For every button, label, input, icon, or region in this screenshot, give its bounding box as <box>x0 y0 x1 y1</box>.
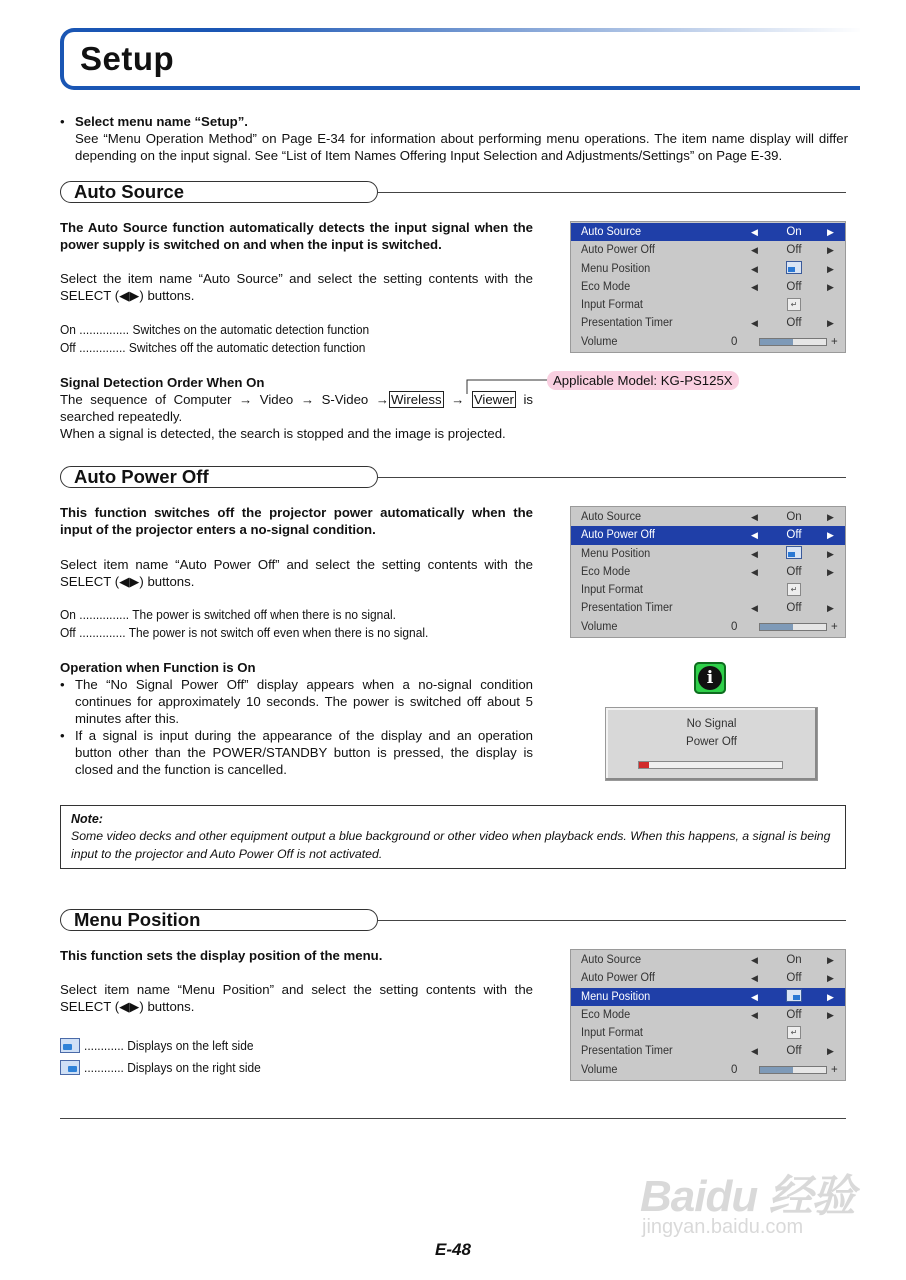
note-box <box>60 805 846 869</box>
auto-source-on-line <box>60 321 369 339</box>
position-left-icon <box>786 546 802 559</box>
order-viewer: Viewer <box>473 392 514 407</box>
menu-row-eco-mode: Eco Mode ◀ Off ▶ <box>581 280 834 293</box>
bullet-text: If a signal is input during the appearance of the display and an operation button other than the POWER/STANDBY button is pressed, the display is closed and the function is cancelled. <box>75 728 533 777</box>
signal-order-heading: Signal Detection Order When On <box>60 375 265 390</box>
enter-icon: ↵ <box>787 1026 801 1039</box>
section-title: Auto Source <box>74 181 184 202</box>
menu-row-volume: Volume 0 + <box>581 620 838 633</box>
auto-power-off-select-text: Select item name “Auto Power Off” and select the setting contents with the SELECT (◀▶) buttons. <box>60 557 533 589</box>
info-icon: i <box>694 662 726 694</box>
description: Displays on the right side <box>127 1060 261 1075</box>
menu-row-menu-position: Menu Position ◀ ▶ <box>571 988 845 1006</box>
auto-source-lead: The Auto Source function automatically detects the input signal when the power supply is switched on and when the input is switched. <box>60 220 533 252</box>
auto-source-select-text: Select the item name “Auto Source” and select the setting contents with the SELECT (◀▶) buttons. <box>60 271 533 303</box>
description: Displays on the left side <box>127 1038 254 1053</box>
no-signal-progress-bar <box>638 761 783 769</box>
order-arrow: → <box>443 392 472 407</box>
menu-row-auto-source: Auto Source ◀ On ▶ <box>581 511 834 523</box>
menu-row-input-format: Input Format ↵ <box>571 1024 845 1042</box>
description: The power is switched off when there is no signal. <box>132 607 396 622</box>
menu-right-position-icon <box>60 1060 80 1075</box>
menu-row-eco-mode: Eco Mode ◀ Off ▶ <box>581 1008 834 1021</box>
leader-dots: .............. <box>75 625 126 640</box>
order-prefix: The sequence of Computer → Video → S-Video → <box>60 392 389 407</box>
enter-icon: ↵ <box>787 583 801 596</box>
menu-row-menu-position: Menu Position ◀ ▶ <box>581 262 834 275</box>
description: Switches on the automatic detection function <box>132 322 370 337</box>
description: Switches off the automatic detection function <box>128 340 366 355</box>
auto-source-off-line <box>60 339 365 357</box>
menu-position-left-line <box>84 1037 254 1055</box>
menu-screenshot-auto-power-off <box>570 506 846 638</box>
auto-power-off-lead: This function switches off the projector power automatically when the input of the projector enters a no-signal condition. <box>60 505 533 537</box>
volume-bar <box>759 623 827 631</box>
menu-row-volume: Volume 0 + <box>581 1063 838 1076</box>
term: On <box>60 607 76 622</box>
menu-position-select-text: Select item name “Menu Position” and select the setting contents with the SELECT (◀▶) buttons. <box>60 982 533 1014</box>
volume-bar <box>759 1066 827 1074</box>
signal-order-text-2: When a signal is detected, the search is stopped and the image is projected. <box>60 426 506 441</box>
menu-screenshot-menu-position <box>570 949 846 1081</box>
menu-row-auto-source: Auto Source ◀ On ▶ <box>581 954 834 966</box>
applicable-model-badge: Applicable Model: KG-PS125X <box>547 371 739 390</box>
intro-heading: Select menu name “Setup”. <box>75 114 248 129</box>
leader-dots: ............... <box>75 322 130 337</box>
intro-text: See “Menu Operation Method” on Page E-34 for information about performing menu operations. The item name display will differ depending on the input signal. See “List of Item Names Offering Input Selection and Adjustments/Settings” on Page E-39. <box>75 131 848 163</box>
intro-bullet: • <box>60 114 65 129</box>
menu-position-right-line <box>84 1059 261 1077</box>
order-wireless: Wireless <box>390 392 442 407</box>
auto-power-off-off-line <box>60 624 428 642</box>
leader-dots: .............. <box>75 340 126 355</box>
auto-power-off-on-line <box>60 606 396 624</box>
menu-row-auto-power-off: Auto Power Off ◀ Off ▶ <box>581 972 834 985</box>
no-signal-line-2: Power Off <box>686 736 737 748</box>
menu-left-position-icon <box>60 1038 80 1053</box>
page-title: Setup <box>80 40 175 77</box>
note-text: Some video decks and other equipment output a blue background or other video when playback ends. When this happens, a signal is being input to the projector and Auto Power Off is not activated. <box>71 829 831 861</box>
menu-row-presentation-timer: Presentation Timer ◀ Off ▶ <box>581 1045 834 1058</box>
enter-icon: ↵ <box>787 298 801 311</box>
menu-row-auto-power-off: Auto Power Off ◀ Off ▶ <box>581 244 834 257</box>
watermark-line-2: jingyan.baidu.com <box>642 1216 804 1238</box>
bullet-text: The “No Signal Power Off” display appears when a no-signal condition continues for approximately 10 seconds. The power is switched off about 5 minutes after this. <box>75 677 533 726</box>
section-header-menu-position <box>60 909 846 933</box>
leader-dots: ............... <box>75 607 130 622</box>
no-signal-dialog <box>605 707 818 781</box>
description: The power is not switch off even when there is no signal. <box>128 625 429 640</box>
operation-bullet-1: • The “No Signal Power Off” display appears when a no-signal condition continues for approximately 10 seconds. The power is switched off about 5 minutes after this. <box>60 677 533 726</box>
menu-position-lead: This function sets the display position of the menu. <box>60 948 383 963</box>
menu-row-input-format: Input Format ↵ <box>571 296 845 314</box>
menu-row-auto-power-off: Auto Power Off ◀ Off ▶ <box>571 526 845 544</box>
menu-row-menu-position: Menu Position ◀ ▶ <box>581 547 834 560</box>
position-right-icon <box>786 989 802 1002</box>
no-signal-line-1: No Signal <box>686 718 737 730</box>
position-left-icon <box>786 261 802 274</box>
section-title: Auto Power Off <box>74 466 209 487</box>
watermark-line-1: Baidu 经验 <box>640 1172 855 1221</box>
section-header-auto-source <box>60 181 846 205</box>
leader-dots: ............ <box>84 1038 124 1053</box>
term: Off <box>60 625 76 640</box>
leader-dots: ............ <box>84 1060 124 1075</box>
intro-block <box>60 113 848 164</box>
menu-row-presentation-timer: Presentation Timer ◀ Off ▶ <box>581 602 834 615</box>
signal-order-text <box>60 391 533 425</box>
operation-heading: Operation when Function is On <box>60 660 256 675</box>
section-header-auto-power-off <box>60 466 846 490</box>
page-number: E-48 <box>435 1240 471 1259</box>
operation-bullet-2: • If a signal is input during the appearance of the display and an operation button other than the POWER/STANDBY button is pressed, the display is closed and the function is cancelled. <box>60 728 533 777</box>
callout-line <box>465 372 555 396</box>
section-title: Menu Position <box>74 909 201 930</box>
order-suffix: is searched repeatedly. <box>60 392 533 424</box>
note-title: Note: <box>71 812 103 826</box>
menu-row-eco-mode: Eco Mode ◀ Off ▶ <box>581 565 834 578</box>
menu-screenshot-auto-source <box>570 221 846 353</box>
term: On <box>60 322 76 337</box>
menu-row-input-format: Input Format ↵ <box>571 581 845 599</box>
volume-bar <box>759 338 827 346</box>
bottom-divider <box>60 1118 846 1119</box>
menu-row-auto-source: Auto Source ◀ On ▶ <box>571 223 845 241</box>
title-frame <box>60 28 860 90</box>
menu-row-presentation-timer: Presentation Timer ◀ Off ▶ <box>581 317 834 330</box>
term: Off <box>60 340 76 355</box>
menu-row-volume: Volume 0 + <box>581 335 838 348</box>
